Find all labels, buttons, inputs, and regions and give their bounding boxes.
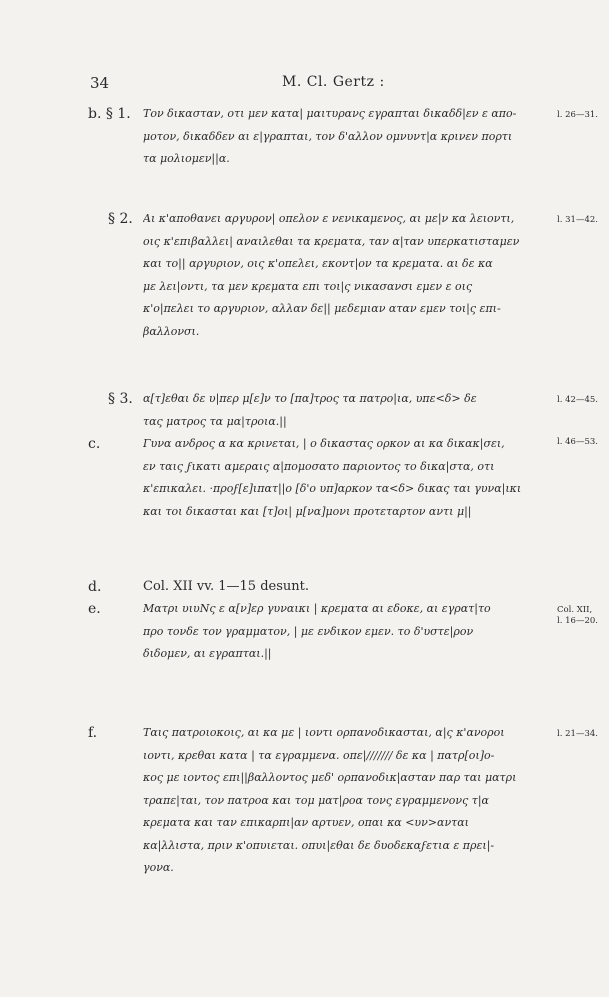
text-line: οις κ'επιβαλλει| αναιλεθαι τα κρεματα, ταν α|ταν υπερκατισταμεν xyxy=(143,234,520,248)
line-reference: Col. XII, xyxy=(557,605,593,615)
running-head: M. Cl. Gertz : xyxy=(282,74,385,90)
text-line: Τον δικασταν, οτι μεν κατα| μαιτυρανς εγραπται δικαδδ|εν ε απο- xyxy=(143,107,517,120)
text-line: εν ταις ϝικατι αμεραις α|πομοσατο παριοντος το δικα|στα, οτι xyxy=(143,459,495,473)
section-label: f. xyxy=(88,725,98,741)
text-line: προ τονδε τον γραμματον, | με ενδικον εμεν. το δ'υστε|ρον xyxy=(143,624,474,638)
text-line: τας ματρος τα μα|τροια.|| xyxy=(143,414,287,428)
section-text xyxy=(143,598,553,666)
text-line: και το|| αργυριον, οις κ'οπελει, εκοντ|ον τα κρεματα. αι δε κα xyxy=(143,257,493,270)
text-line: με λει|οντι, τα μεν κρεματα επι τοι|ς νικασανσι εμεν ε οις xyxy=(143,279,473,293)
page-number: 34 xyxy=(90,74,110,92)
text-line: Αι κ'αποθανει αργυρον| οπελον ε νενικαμενος, αι με|ν κα λειοντι, xyxy=(143,212,515,225)
text-line: βαλλονσι. xyxy=(143,324,200,338)
section-label: d. xyxy=(88,579,102,595)
text-line: διδομεν, αι εγραπται.|| xyxy=(143,647,272,660)
text-line: Ταις πατροιοκοις, αι κα με | ιοντι ορπανοδικασται, α|ς κ'ανοροι xyxy=(143,726,505,739)
line-reference: l. 26—31. xyxy=(557,110,598,120)
text-line: κος με ιοντος επι||βαλλοντος μεδ' ορπανοδικ|ασταν παρ ται ματρι xyxy=(143,771,517,784)
text-line: κ'επικαλει. ·προϝ[ε]ιπατ||ο [δ'ο υπ]αρκον τα<δ> δικας ται γυνα|ικι xyxy=(143,482,522,495)
text-line: κρεματα και ταν επικαρπι|αν αρτυεν, οπαι κα <υν>ανται xyxy=(143,816,469,829)
section-label: § 3. xyxy=(108,391,133,407)
text-line: γονα. xyxy=(143,861,174,874)
line-reference: l. 21—34. xyxy=(557,729,598,739)
section-text xyxy=(143,208,553,343)
text-line: ιοντι, κρεθαι κατα | τα εγραμμενα. οπε|/////// δε κα | πατρ[οι]ο- xyxy=(143,748,495,762)
text-line: Ματρι υιυΝς ε α[ν]ερ γυναικι | κρεματα αι εδοκε, αι εγρατ|το xyxy=(143,602,491,615)
text-line: κα|λλιστα, πριν κ'οπυιεται. οπυι|εθαι δε δυοδεκαϝετια ε πρει|- xyxy=(143,838,495,852)
line-reference: l. 46—53. xyxy=(557,437,598,447)
section-label: b. § 1. xyxy=(88,106,131,122)
text-line: μοτον, δικαδδεν αι ε|γραπται, τον δ'αλλον ομνυντ|α κρινεν πορτι xyxy=(143,129,513,143)
section-text xyxy=(143,388,553,433)
section-text xyxy=(143,433,553,523)
page-header xyxy=(90,74,530,94)
section-text xyxy=(143,103,553,171)
line-reference: l. 31—42. xyxy=(557,215,598,225)
text-line: κ'ο|πελει το αργυριον, αλλαν δε|| μεδεμιαν αταν εμεν τοι|ς επι- xyxy=(143,302,501,315)
section-text xyxy=(143,722,553,880)
text-line: Col. XII vv. 1—15 desunt. xyxy=(143,579,309,594)
line-reference: l. 16—20. xyxy=(557,616,598,626)
text-line: τα μολιομεν||α. xyxy=(143,152,230,165)
text-line: Γυνα ανδρος α κα κρινεται, | ο δικαστας ορκον αι κα δικακ|σει, xyxy=(143,437,505,450)
text-line: α[τ]εθαι δε υ|περ μ[ε]ν το [πα]τρος τα πατρο|ια, υπε<δ> δε xyxy=(143,392,477,405)
section-text xyxy=(143,576,553,599)
line-reference: l. 42—45. xyxy=(557,395,598,405)
section-label: c. xyxy=(88,436,101,452)
text-line: και τοι δικασται και [τ]οι| μ[να]μονι προτεταρτον αντι μ|| xyxy=(143,504,472,518)
section-label: § 2. xyxy=(108,211,133,227)
section-label: e. xyxy=(88,601,101,617)
text-line: τραπε|ται, τον πατροα και τομ ματ|ροα τονς εγραμμενονς τ|α xyxy=(143,793,489,807)
